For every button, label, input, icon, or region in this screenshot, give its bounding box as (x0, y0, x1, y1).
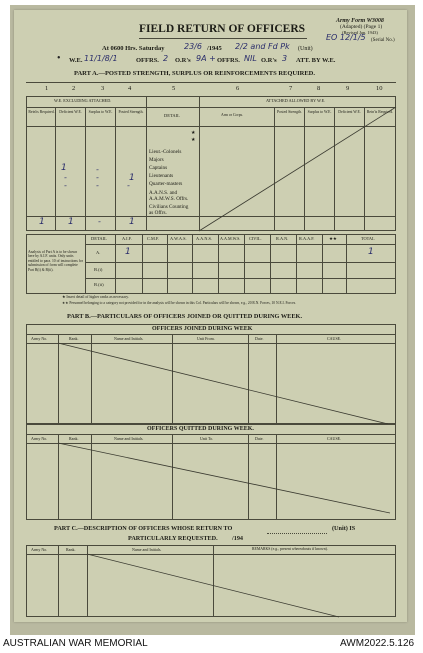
col-head-6: Arm or Corps. (221, 113, 244, 117)
ors-handwritten: 9A + (196, 54, 216, 63)
part-c-col-rank: Rank. (66, 547, 76, 552)
joined-title: OFFICERS JOINED DURING WEEK (152, 326, 253, 332)
unit-label: (Unit) (298, 46, 313, 52)
col-head-9: Deficient W.E. (338, 110, 361, 114)
quitted-col-rank: Rank. (69, 436, 79, 441)
ors2-handwritten: 3 (282, 54, 288, 63)
col-number-3: 3 (101, 85, 105, 92)
unit-handwritten: 2/2 and Fd Pk (235, 42, 290, 51)
rank-lieutenants: Lieutenants (149, 173, 174, 179)
footer-accession: AWM2022.5.126 (340, 638, 415, 649)
col-number-5: 5 (172, 85, 176, 92)
hw-col3-captains: - (96, 165, 99, 174)
hw-col2-captains: 1 (61, 163, 67, 173)
quitted-col-army-no: Army No. (31, 436, 48, 441)
detail-label: DETAIL (91, 236, 107, 241)
hw-col2-qm: - (64, 181, 67, 190)
col-number-6: 6 (236, 85, 240, 92)
offrs2-label: OFFRS. (217, 57, 240, 64)
part-c-col-name: Name and Initials. (132, 547, 162, 552)
joined-col-date: Date. (255, 336, 264, 341)
strike-through-quitted (58, 443, 396, 520)
ors-label: O.R's (175, 57, 191, 64)
part-c-unit-is: (Unit) IS (332, 525, 356, 532)
hw-col4-qm: - (127, 181, 130, 190)
at-label: At 0600 Hrs. Saturday (102, 45, 165, 52)
ors2-label: O.R's (261, 57, 277, 64)
group-we-excluding: W.E. EXCLUDING ATTACHED. (54, 98, 112, 103)
detail-hw-total: 1 (368, 247, 374, 257)
att-label: ATT. BY W.E. (296, 57, 336, 64)
col-head-1: Rein'ts Required. (28, 110, 55, 114)
joined-col-army-no: Army No. (31, 336, 48, 341)
detail-row-a: A. (96, 250, 101, 255)
joined-col-name: Name and Initials. (114, 336, 144, 341)
quitted-col-cause: CAUSE. (327, 436, 342, 441)
detail-row-bii: B.(ii) (94, 282, 104, 287)
offrs2-handwritten: NIL (244, 54, 257, 63)
part-b-title: PART B.—PARTICULARS OF OFFICERS JOINED OR QUITTED DURING WEEK. (67, 313, 303, 320)
detail-hw-aif: 1 (125, 247, 131, 257)
rank-as-offrs: as Offrs. (149, 210, 167, 216)
quitted-col-date: Date. (255, 436, 264, 441)
group-attached-allowed: ATTACHED ALLOWED BY W.E. (266, 98, 326, 103)
detail-col-cmf: C.M.F. (147, 236, 159, 241)
detail-col-aans: A.A.N.S. (196, 236, 212, 241)
strike-through-attached (199, 107, 396, 231)
hw-col4-lieut: 1 (129, 173, 135, 183)
rank-majors: Majors (149, 157, 164, 163)
hw-total-3: - (98, 217, 101, 226)
dot-mark: • (57, 53, 61, 64)
serial-number-handwritten: EO 12/1/5 (326, 33, 366, 42)
form-title: FIELD RETURN OF OFFICERS (139, 23, 306, 35)
part-c-col-remarks: REMARKS (e.g., present whereabouts if known). (252, 547, 328, 551)
form-adapted: (Adapted) (Page 1) (340, 24, 383, 30)
hw-col2-lieut: - (64, 173, 67, 182)
joined-col-unit-from: Unit From. (197, 336, 215, 341)
serial-label: (Serial No.) (371, 38, 395, 43)
quitted-title: OFFICERS QUITTED DURING WEEK. (147, 426, 254, 432)
detail-col-aif: A.I.F. (122, 236, 132, 241)
detail-col-total: TOTAL (361, 236, 375, 241)
col-head-8: Surplus to W.E. (307, 110, 332, 114)
joined-col-rank: Rank. (69, 336, 79, 341)
col-number-2: 2 (72, 85, 76, 92)
form-revised: (Revised Jan. 1943) (342, 30, 378, 35)
strike-through-joined (58, 343, 396, 424)
part-c-col-army-no: Army No. (31, 547, 48, 552)
part-a-title: PART A.—POSTED STRENGTH, SURPLUS OR REINFORCEMENTS REQUIRED. (74, 70, 315, 77)
rank-aans: A.A.N.S. and (149, 190, 178, 196)
date-handwritten: 23/6 (184, 42, 202, 51)
rank-quartermasters: Quarter-masters (149, 181, 183, 187)
rank-civilians: Civilians Counting (149, 204, 189, 210)
part-c-requested: PARTICULARLY REQUESTED. (128, 535, 218, 542)
col-head-3: Surplus to W.E. (88, 110, 113, 114)
col-number-7: 7 (289, 85, 293, 92)
year-label: /1945 (207, 45, 222, 52)
form-page (14, 10, 407, 622)
joined-col-cause: CAUSE. (327, 336, 342, 341)
analysis-note: Analysis of Part A is to be shown here by A.I.F. units. Only units entitled to para. 10 of instructions for submission of form will complete Part B(i) & B(ii). (28, 250, 83, 272)
detail-col-other: ★★ (329, 236, 337, 241)
rank-lieut-colonels: Lieut.-Colonels (149, 149, 182, 155)
col-head-2: Deficient W.E. (59, 110, 82, 114)
hw-total-1: 1 (39, 217, 45, 227)
we-label: W.E. (69, 57, 83, 64)
rank-aamws: A.A.M.W.S. Offrs. (149, 196, 189, 202)
detail-col-aamws: A.A.M.W.S. (220, 236, 241, 241)
hw-total-4: 1 (129, 217, 135, 227)
form-number: Army Form W3008 (336, 18, 384, 24)
col-number-4: 4 (128, 85, 132, 92)
offrs-handwritten: 2 (163, 54, 169, 63)
quitted-col-name: Name and Initials. (114, 436, 144, 441)
footnote-2: ★★ Personnel belonging to a category not provided for in the analysis will be shown in this Col. Particulars will be shown, e.g., 20 R.N. Forces, 10 N.E.I. Forces. (62, 301, 297, 305)
col-number-10: 10 (376, 85, 383, 92)
col-number-1: 1 (45, 85, 49, 92)
hw-total-2: 1 (68, 217, 74, 227)
detail-col-ran: R.A.N. (276, 236, 289, 241)
asterisk-mark: ★ (191, 131, 196, 136)
footer-credit: AUSTRALIAN WAR MEMORIAL (3, 638, 148, 649)
detail-row-bi: B.(i) (94, 267, 103, 272)
we-handwritten: 11/1/8/1 (84, 54, 118, 63)
part-c-date: /194 (232, 535, 244, 542)
col-number-8: 8 (317, 85, 321, 92)
hw-col3-lieut: - (96, 173, 99, 182)
offrs-label: OFFRS. (136, 57, 159, 64)
part-c-title: PART C.—DESCRIPTION OF OFFICERS WHOSE RETURN TO (54, 525, 233, 532)
col-head-5: DETAIL (164, 113, 180, 118)
detail-col-raaf: R.A.A.F. (299, 236, 315, 241)
strike-through-part-c (87, 554, 396, 617)
hw-col3-qm: - (96, 181, 99, 190)
footnote-1: ★ Insert detail of higher ranks as necessary. (62, 295, 129, 299)
detail-col-awas: A.W.A.S. (170, 236, 187, 241)
detail-col-civil: CIVIL. (249, 236, 262, 241)
col-head-10: Rein'ts Required. (366, 110, 394, 114)
rank-captains: Captains (149, 165, 168, 171)
asterisk-mark-2: ★ (191, 138, 196, 143)
col-head-7: Posted Strength. (277, 110, 302, 114)
quitted-col-unit-to: Unit To. (200, 436, 214, 441)
col-number-9: 9 (346, 85, 350, 92)
col-head-4: Posted Strength. (118, 110, 144, 114)
